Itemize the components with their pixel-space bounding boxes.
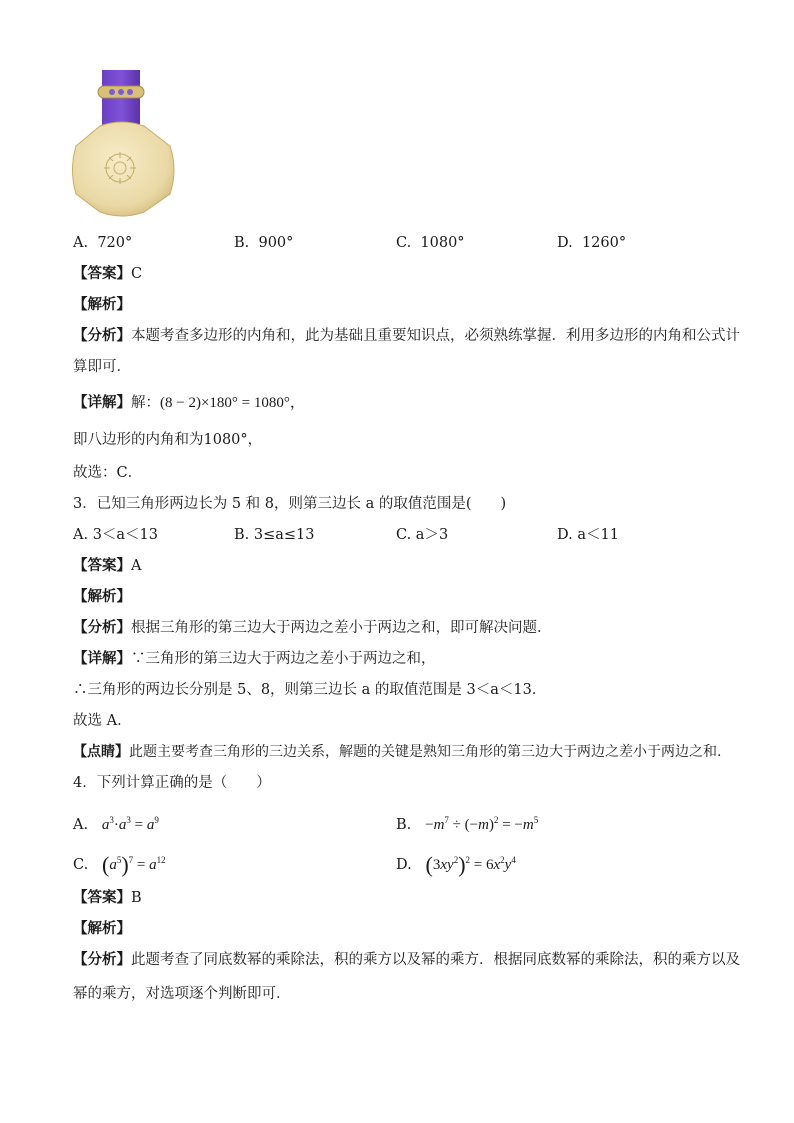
option-letter: D.: [557, 235, 573, 251]
option-b-formula: $-m^7 \div (-m)^2 = -m^5$: [425, 815, 539, 833]
q2-choose: 故选：C．: [73, 465, 143, 481]
q3-option-d: D. a＜11: [557, 527, 619, 543]
option-letter: D.: [396, 857, 412, 873]
detail-text: ∵三角形的第三边大于两边之差小于两边之和，: [131, 651, 436, 667]
q3-detail-line2: ∴三角形的两边长分别是 5、8，则第三边长 a 的取值范围是 3＜a＜13．: [73, 682, 547, 698]
q2-option-a: [73, 233, 132, 253]
answer-tag: 【答案】: [73, 889, 131, 906]
option-a-formula: $a^3\cdot a^3 = a^9$: [101, 815, 159, 833]
q2-option-c: [396, 233, 465, 253]
answer-value: C: [131, 266, 143, 282]
option-text: 900°: [258, 235, 294, 251]
answer-value: A: [131, 558, 142, 574]
dianjing-text: 此题主要考查三角形的三边关系，解题的关键是熟知三角形的第三边大于两边之差小于两边之和.: [129, 744, 722, 760]
q2-fenxi-line1: [73, 326, 740, 346]
option-text: 1080°: [420, 235, 465, 251]
q3-choose: 故选 A．: [73, 713, 132, 729]
q3-answer: [73, 556, 141, 576]
q3-option-c: C. a＞3: [396, 527, 449, 543]
q2-analysis-tag: 【解析】: [73, 296, 131, 313]
fenxi-text: 本题考查多边形的内角和，此为基础且重要知识点，必须熟练掌握．利用多边形的内角和公式计: [131, 328, 740, 344]
option-letter: A.: [73, 817, 89, 833]
q4-fenxi-line2: 幂的乘方，对选项逐个判断即可．: [73, 986, 291, 1002]
q3-dianjing: [73, 742, 721, 762]
option-letter: C.: [73, 857, 89, 873]
q4-fenxi-line1: [73, 950, 740, 970]
option-text: 720°: [97, 235, 133, 251]
fenxi-tag: 【分析】: [73, 327, 131, 344]
dianjing-tag: 【点睛】: [73, 744, 129, 760]
q2-fenxi-line2: 算即可．: [73, 359, 131, 375]
option-d-formula: $(3xy^2)^2 = 6x^2y^4$: [425, 852, 516, 877]
q2-answer: [73, 264, 142, 284]
option-letter: B.: [234, 235, 250, 251]
q3-option-b: B. 3≤a≤13: [234, 527, 315, 543]
detail-tag: 【详解】: [73, 394, 131, 411]
fenxi-text: 根据三角形的第三边大于两边之差小于两边之和，即可解决问题．: [131, 620, 552, 636]
fenxi-tag: 【分析】: [73, 619, 131, 636]
option-letter: B.: [396, 817, 412, 833]
fenxi-tag: 【分析】: [73, 951, 131, 968]
answer-tag: 【答案】: [73, 557, 131, 574]
fenxi-text: 此题考查了同底数幂的乘除法，积的乘方以及幂的乘方．根据同底数幂的乘除法，积的乘方以及: [131, 952, 740, 968]
option-letter: C.: [396, 235, 412, 251]
q4-option-a: [73, 810, 159, 835]
q3-analysis-tag: 【解析】: [73, 588, 131, 605]
answer-tag: 【答案】: [73, 265, 131, 282]
q2-detail: [73, 393, 305, 413]
q4-option-d: [396, 850, 516, 875]
q2-option-b: [234, 233, 293, 253]
option-letter: A.: [73, 235, 89, 251]
detail-formula: (8 − 2)×180° = 1080°，: [160, 395, 305, 411]
detail-prefix: 解：: [131, 395, 160, 411]
answer-value: B: [131, 890, 142, 906]
detail-tag: 【详解】: [73, 650, 131, 667]
q3-detail-line1: [73, 649, 436, 669]
q4-analysis-tag: 【解析】: [73, 920, 131, 937]
q3-option-a: A. 3＜a＜13: [73, 527, 159, 543]
q4-answer: [73, 888, 142, 908]
q2-detail-line2: 即八边形的内角和为1080°，: [73, 432, 263, 448]
octagon-medal-image: [70, 68, 180, 218]
option-c-formula: $(a^5)^7 = a^{12}$: [102, 852, 166, 877]
q4-option-c: [73, 850, 166, 875]
q4-question: 4．下列计算正确的是（ ）: [73, 775, 271, 791]
option-text: 1260°: [581, 235, 627, 251]
q3-fenxi: [73, 618, 552, 638]
q3-question: 3．已知三角形两边长为 5 和 8，则第三边长 a 的取值范围是( ): [73, 496, 507, 512]
q2-option-d: [557, 233, 626, 253]
q4-option-b: [396, 810, 538, 835]
